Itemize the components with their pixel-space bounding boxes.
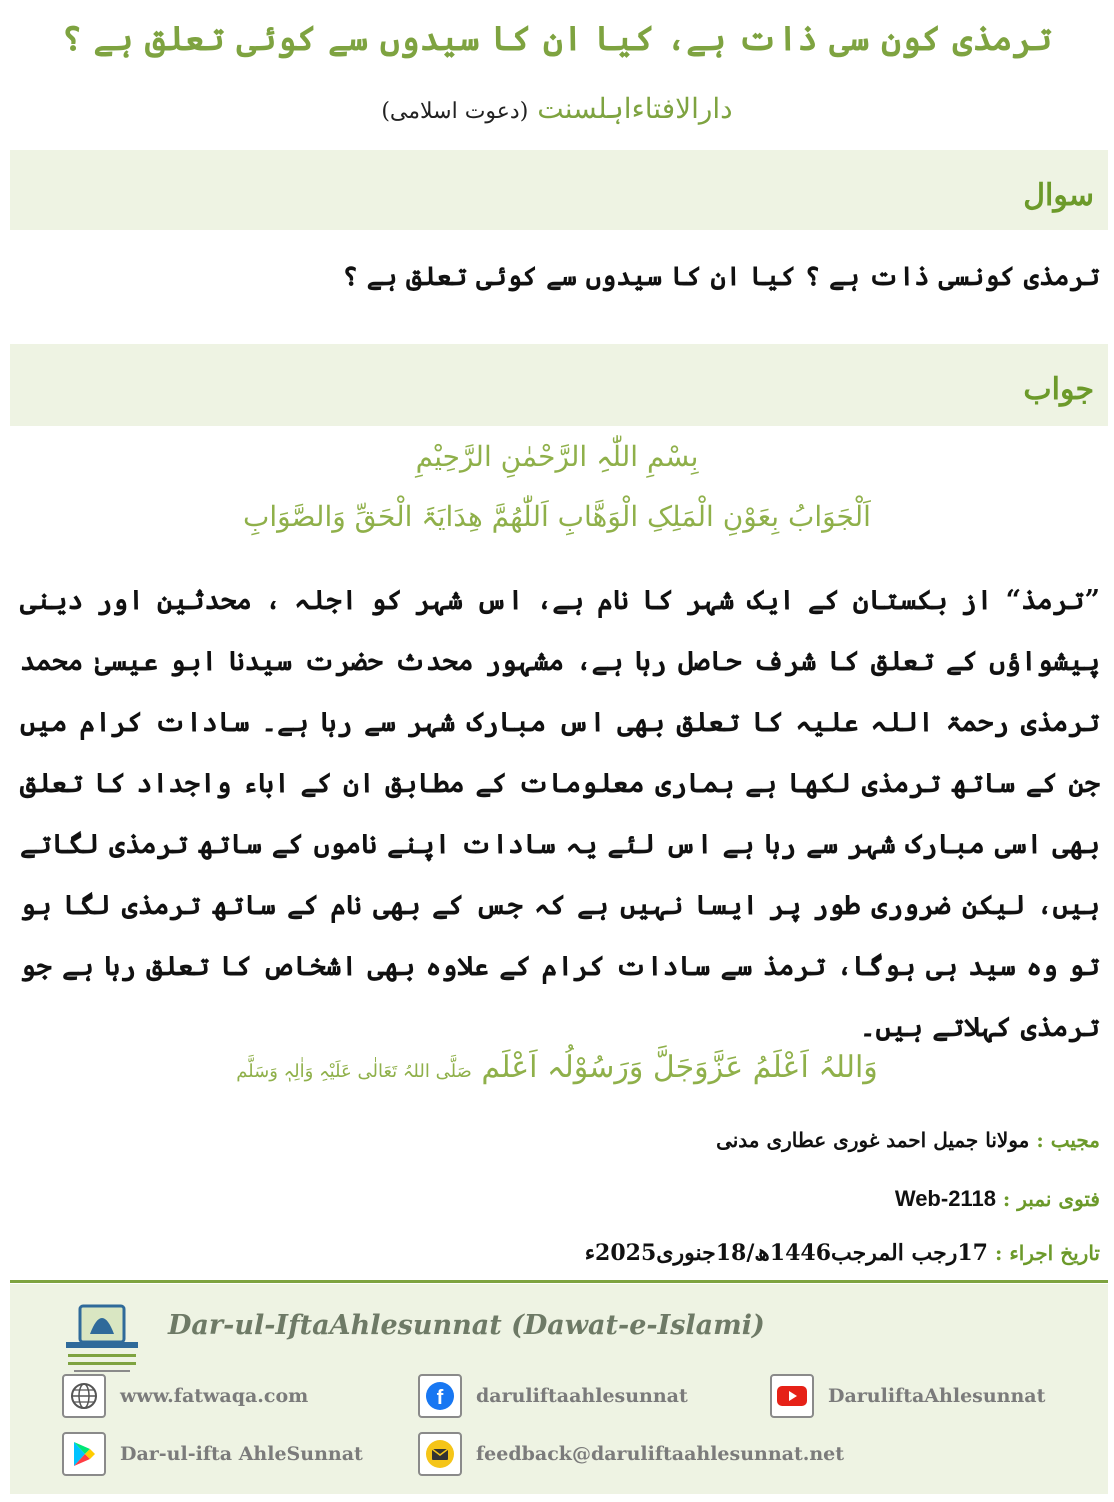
publisher-name: دارالافتاءاہلسنت <box>537 92 733 125</box>
youtube-link[interactable]: DaruliftaAhlesunnat <box>828 1385 1046 1407</box>
facebook-link[interactable]: daruliftaahlesunnat <box>476 1385 688 1407</box>
dar-ul-ifta-logo-icon <box>54 1296 150 1378</box>
page-title: ترمذی کون سی ذات ہے، کیا ان کا سیدوں سے کوئی تعلق ہے ؟ <box>61 19 1053 59</box>
closing-phrase <box>0 1050 1114 1085</box>
bismillah: بِسْمِ اللّٰہِ الرَّحْمٰنِ الرَّحِیْمِ <box>415 440 699 473</box>
answer-opening: اَلْجَوَابُ بِعَوْنِ الْمَلِکِ الْوَھَّابِ اَللّٰھُمَّ ھِدَایَۃَ الْحَقِّ وَالصَّوَابِ <box>243 500 871 533</box>
mujeeb-label: مجیب : <box>1036 1128 1100 1152</box>
email-link[interactable]: feedback@daruliftaahlesunnat.net <box>476 1443 845 1465</box>
svg-text:f: f <box>436 1387 444 1409</box>
facebook-icon <box>418 1374 462 1418</box>
question-text: ترمذی کونسی ذات ہے ؟ کیا ان کا سیدوں سے کوئی تعلق ہے ؟ <box>342 262 1100 292</box>
website-contact[interactable] <box>62 1374 308 1418</box>
answer-body: ”ترمذ“ از بکستان کے ایک شہر کا نام ہے، اس شہر کو اجلہ ، محدثین اور دینی پیشواؤں کے تعلق کا شرف حاصل رہا ہے، مشہور محدث حضرت سیدنا ابو عیسیٰ محمد ترمذی رحمۃ اللہ علیہ کا تعلق بھی اس مبارک شہر سے رہا ہے۔ سادات کرام میں جن کے ساتھ ترمذی لکھا ہے ہماری معلومات کے مطابق ان کے اباء واجداد کا تعلق بھی اسی مبارک شہر سے رہا ہے اس لئے یہ سادات اپنے ناموں کے ساتھ ترمذی لگاتے ہیں، لیکن ضروری طور پر ایسا نہیں ہے کہ جس کے بھی نام کے ساتھ ترمذی لگا ہو تو وہ سید ہی ہوگا، ترمذ سے سادات کرام کے علاوہ بھی اشخاص کا تعلق رہا ہے جو ترمذی کہلاتے ہیں۔ <box>20 585 1100 1043</box>
globe-icon <box>62 1374 106 1418</box>
closing-salutation: صَلَّی اللہُ تَعَالٰی عَلَیْہِ وَاٰلِہٖ وَسَلَّم <box>236 1061 472 1082</box>
facebook-contact[interactable] <box>418 1374 688 1418</box>
email-contact[interactable] <box>418 1432 844 1476</box>
fatwa-number-label: فتوی نمبر : <box>1002 1187 1100 1211</box>
fatwa-number-line <box>895 1186 1100 1212</box>
footer-brand: Dar-ul-IftaAhlesunnat (Dawat-e-Islami) <box>168 1310 765 1341</box>
issue-date-line <box>585 1240 1100 1266</box>
footer-divider <box>10 1280 1108 1283</box>
question-label: سوال <box>1023 178 1094 213</box>
publisher-parent: (دعوت اسلامی) <box>381 99 529 124</box>
website-link[interactable]: www.fatwaqa.com <box>120 1385 309 1407</box>
mujeeb-line <box>716 1128 1100 1152</box>
fatwa-number-value: Web-2118 <box>894 1186 996 1211</box>
mujeeb-value: مولانا جمیل احمد غوری عطاری مدنی <box>716 1128 1030 1152</box>
app-link[interactable]: Dar-ul-ifta AhleSunnat <box>120 1443 363 1465</box>
app-contact[interactable] <box>62 1432 363 1476</box>
publisher-subtitle <box>0 92 1114 125</box>
answer-label: جواب <box>1023 372 1094 407</box>
issue-date-label: تاریخ اجراء : <box>994 1241 1100 1265</box>
youtube-contact[interactable] <box>770 1374 1045 1418</box>
closing-main: وَاللہُ اَعْلَمُ عَزَّوَجَلَّ وَرَسُوْلُہ اَعْلَم <box>481 1050 878 1085</box>
email-icon <box>418 1432 462 1476</box>
footer <box>10 1284 1108 1494</box>
youtube-icon <box>770 1374 814 1418</box>
issue-date-value: 17رجب المرجب1446ھ/18جنوری2025ء <box>584 1240 988 1266</box>
question-header-band <box>10 150 1108 230</box>
answer-header-band <box>10 344 1108 426</box>
play-store-icon <box>62 1432 106 1476</box>
